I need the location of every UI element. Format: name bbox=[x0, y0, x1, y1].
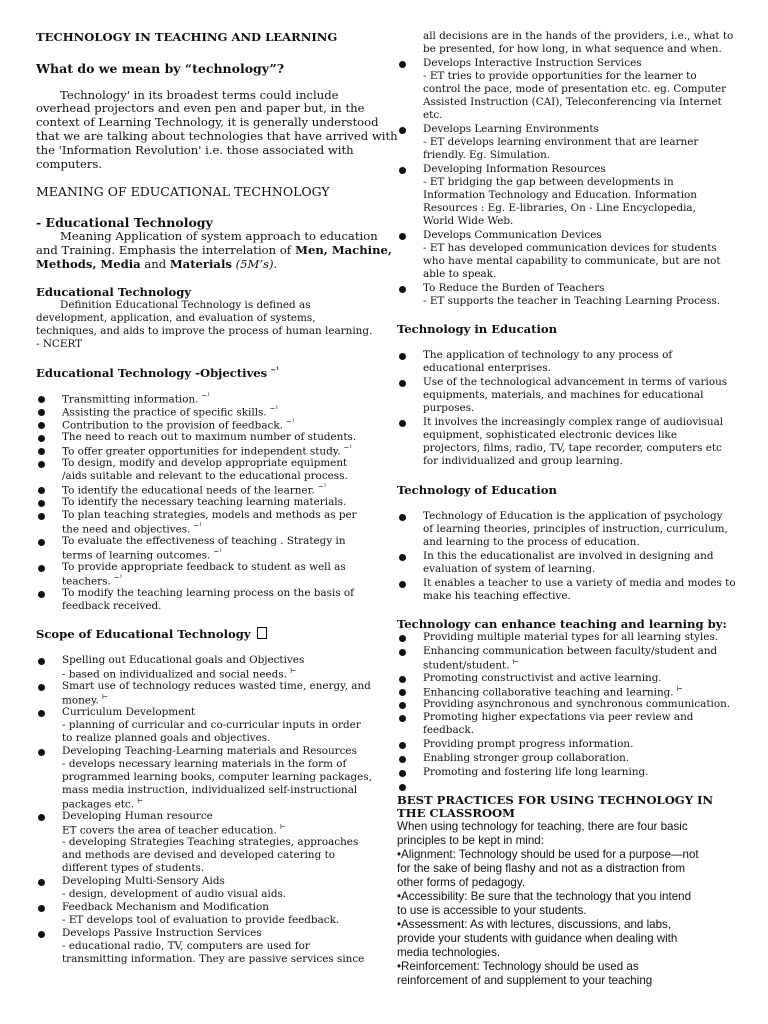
right-text-line: media technologies. bbox=[397, 946, 501, 959]
bullet-dot-icon bbox=[399, 689, 406, 696]
bullet-dot-icon bbox=[399, 649, 406, 656]
bullet-dot-icon bbox=[399, 756, 406, 763]
left-text-line: packages etc. ⊢ bbox=[62, 797, 144, 811]
right-text-line: •Accessibility: Be sure that the technology that you intend bbox=[397, 890, 692, 903]
right-text-line: etc. bbox=[423, 109, 443, 121]
bullet-dot-icon bbox=[38, 435, 45, 442]
left-text-line: The need to reach out to maximum number of students. bbox=[62, 431, 357, 443]
footnote-mark: ~¹ bbox=[193, 522, 203, 530]
right-text-line: educational enterprises. bbox=[423, 362, 551, 374]
left-text-line: Transmitting information. $^{\sim^1}$ bbox=[62, 392, 211, 406]
right-text-line: and learning to the process of education. bbox=[423, 536, 640, 548]
right-text-line: Providing asynchronous and synchronous communication. bbox=[423, 698, 731, 710]
right-text-line: of learning theories, principles of instruction, curriculum, bbox=[423, 523, 728, 535]
footnote-mark: ~¹ bbox=[343, 444, 353, 452]
left-text-line: Contribution to the provision of feedback. $^{\sim^1}$ bbox=[62, 418, 295, 432]
bullet-dot-icon bbox=[38, 591, 45, 598]
right-text-line: Promoting higher expectations via peer review and bbox=[423, 711, 694, 723]
footnote-mark: ⊢ bbox=[137, 797, 144, 805]
right-text-line: be presented, for how long, in what sequence and when. bbox=[423, 43, 722, 55]
bullet-dot-icon bbox=[399, 127, 406, 134]
right-text-line: Develops Interactive Instruction Services bbox=[423, 57, 642, 69]
right-text-line: World Wide Web. bbox=[423, 215, 514, 227]
right-text-line: Technology in Education bbox=[397, 322, 558, 336]
left-text-line: - ET develops tool of evaluation to provide feedback. bbox=[62, 914, 340, 926]
bullet-dot-icon bbox=[399, 353, 406, 360]
bullet-dot-icon bbox=[399, 770, 406, 777]
left-text-line: Technology' in its broadest terms could include bbox=[60, 88, 339, 102]
left-text-line: the need and objectives. $^{\sim^1}$ bbox=[62, 522, 203, 536]
left-text-line: - developing Strategies Teaching strategies, approaches bbox=[62, 836, 359, 848]
left-text-line: /aids suitable and relevant to the educational process. bbox=[62, 470, 348, 482]
right-text-line: equipment, sophisticated electronic devices like bbox=[423, 429, 677, 441]
right-text-line: Technology of Education bbox=[397, 483, 557, 497]
bullet-dot-icon bbox=[399, 784, 406, 791]
left-text-line: and methods are devised and developed catering to bbox=[62, 849, 335, 861]
right-text-line: Developing Information Resources bbox=[423, 163, 606, 175]
bullet-dot-icon bbox=[399, 167, 406, 174]
left-text-line: Definition Educational Technology is defined as bbox=[60, 299, 311, 311]
right-text-line: •Reinforcement: Technology should be used as bbox=[397, 960, 639, 973]
left-text-line: - educational radio, TV, computers are used for bbox=[62, 940, 310, 952]
right-text-line: Enabling stronger group collaboration. bbox=[423, 752, 630, 764]
left-text-line: - based on individualized and social needs. ⊢ bbox=[62, 667, 296, 681]
bullet-dot-icon bbox=[399, 742, 406, 749]
right-text-line: - ET has developed communication devices for students bbox=[423, 242, 717, 254]
left-text-line: To plan teaching strategies, models and methods as per bbox=[62, 509, 357, 521]
bullet-dot-icon bbox=[399, 676, 406, 683]
left-text-line: Develops Passive Instruction Services bbox=[62, 927, 262, 939]
left-text-line: To identify the necessary teaching learning materials. bbox=[62, 496, 347, 508]
left-text-line: - develops necessary learning materials in the form of bbox=[62, 758, 347, 770]
left-text-line: that we are talking about technologies that have arrived with bbox=[36, 129, 398, 143]
bullet-dot-icon bbox=[38, 879, 45, 886]
bullet-dot-icon bbox=[38, 710, 45, 717]
right-text-line: - ET develops learning environment that are learner bbox=[423, 136, 699, 148]
right-text-line: Technology can enhance teaching and learning by: bbox=[397, 617, 727, 631]
bullet-dot-icon bbox=[38, 487, 45, 494]
left-text-line: To modify the teaching learning process on the basis of bbox=[62, 587, 355, 599]
right-text-line: who have mental capability to communicate, but are not bbox=[423, 255, 721, 267]
left-text-line: teachers. $^{\sim^1}$ bbox=[62, 574, 123, 588]
footnote-mark: ~¹ bbox=[201, 392, 211, 400]
right-text-line: - ET bridging the gap between developments in bbox=[423, 176, 674, 188]
left-text-line: techniques, and aids to improve the process of human learning. bbox=[36, 325, 373, 337]
right-text-line: projectors, films, radio, TV, tape recorder, computers etc bbox=[423, 442, 722, 454]
bullet-dot-icon bbox=[38, 749, 45, 756]
left-text-line: MEANING OF EDUCATIONAL TECHNOLOGY bbox=[36, 184, 330, 199]
right-text-line: Resources : Eg. E-libraries, On - Line Encyclopedia, bbox=[423, 202, 696, 214]
right-text-line: When using technology for teaching, there are four basic bbox=[397, 820, 688, 833]
left-text-line: Developing Human resource bbox=[62, 810, 213, 822]
footnote-mark: ~¹ bbox=[270, 365, 280, 374]
right-text-line: Develops Communication Devices bbox=[423, 229, 602, 241]
right-text-line: evaluation of system of learning. bbox=[423, 563, 596, 575]
footnote-mark: ~¹ bbox=[113, 574, 123, 582]
right-text-line: Providing multiple material types for all learning styles. bbox=[423, 631, 719, 643]
left-text-line: What do we mean by “technology”? bbox=[36, 61, 285, 76]
right-text-line: feedback. bbox=[423, 724, 475, 736]
bullet-dot-icon bbox=[399, 286, 406, 293]
right-text-line: Providing prompt progress information. bbox=[423, 738, 634, 750]
left-text-line: Developing Teaching-Learning materials and Resources bbox=[62, 745, 357, 757]
left-text-line: Feedback Mechanism and Modification bbox=[62, 901, 269, 913]
right-text-line: control the pace, mode of presentation etc. eg. Computer bbox=[423, 83, 727, 95]
left-text-line: Assisting the practice of specific skills. $^{\sim^1}$ bbox=[62, 405, 279, 419]
left-text-line: transmitting information. They are passive services since bbox=[62, 953, 365, 965]
left-text-line: programmed learning books, computer learning packages, bbox=[62, 771, 372, 783]
right-text-line: Information Technology and Education. Information bbox=[423, 189, 697, 201]
right-text-line: Promoting and fostering life long learning. bbox=[423, 766, 649, 778]
left-text-line: Curriculum Development bbox=[62, 706, 196, 718]
right-text-line: To Reduce the Burden of Teachers bbox=[423, 282, 605, 294]
left-text-line: different types of students. bbox=[62, 862, 205, 874]
right-text-line: Technology of Education is the application of psychology bbox=[423, 510, 723, 522]
right-text-line: Promoting constructivist and active learning. bbox=[423, 672, 662, 684]
footnote-mark: ⊢ bbox=[676, 685, 683, 693]
left-text-line: To provide appropriate feedback to student as well as bbox=[62, 561, 346, 573]
bullet-dot-icon bbox=[38, 500, 45, 507]
right-text-line: BEST PRACTICES FOR USING TECHNOLOGY IN bbox=[397, 793, 714, 807]
bullet-dot-icon bbox=[399, 635, 406, 642]
bullet-dot-icon bbox=[38, 931, 45, 938]
left-text-line: Methods, Media and Materials (5M’s). bbox=[36, 257, 278, 271]
right-text-line: •Assessment: As with lectures, discussions, and labs, bbox=[397, 918, 672, 931]
right-text-line: The application of technology to any process of bbox=[423, 349, 673, 361]
right-text-line: •Alignment: Technology should be used for a purpose—not bbox=[397, 848, 699, 861]
footnote-mark: ⊢ bbox=[101, 693, 108, 701]
left-text-line: To offer greater opportunities for independent study. $^{\sim^1}$ bbox=[62, 444, 353, 458]
left-text-line: - Educational Technology bbox=[36, 215, 213, 230]
right-text-line: - ET supports the teacher in Teaching Learning Process. bbox=[423, 295, 721, 307]
bullet-dot-icon bbox=[38, 539, 45, 546]
bullet-dot-icon bbox=[38, 658, 45, 665]
left-text-line: ET covers the area of teacher education. ⊢ bbox=[62, 823, 286, 837]
right-text-line: - ET tries to provide opportunities for the learner to bbox=[423, 70, 697, 82]
bullet-dot-icon bbox=[38, 905, 45, 912]
right-text-line: provide your students with guidance when dealing with bbox=[397, 932, 678, 945]
right-text-line: THE CLASSROOM bbox=[397, 806, 515, 820]
left-text-line: To design, modify and develop appropriate equipment bbox=[62, 457, 348, 469]
footnote-mark: ~¹ bbox=[213, 548, 222, 556]
right-text-line: It involves the increasingly complex range of audiovisual bbox=[423, 416, 724, 428]
left-text-line: Educational Technology -Objectives $^{\sim^1}$ bbox=[36, 365, 280, 380]
box-glyph-icon bbox=[257, 627, 267, 639]
left-text-line: the 'Information Revolution' i.e. those associated with bbox=[36, 143, 354, 157]
left-text-line: To identify the educational needs of the learner. $^{\sim^1}$ bbox=[62, 483, 327, 497]
left-text-line: context of Learning Technology, it is generally understood bbox=[36, 115, 379, 129]
right-text-line: purposes. bbox=[423, 402, 475, 414]
bullet-dot-icon bbox=[38, 422, 45, 429]
left-text-line: Educational Technology bbox=[36, 285, 192, 299]
right-text-line: for individualized and group learning. bbox=[423, 455, 623, 467]
footnote-mark: ⊢ bbox=[512, 658, 519, 666]
bullet-dot-icon bbox=[399, 233, 406, 240]
footnote-mark: ~¹ bbox=[285, 418, 295, 426]
right-text-line: Use of the technological advancement in terms of various bbox=[423, 376, 728, 388]
right-text-line: make his teaching effective. bbox=[423, 590, 571, 602]
bullet-dot-icon bbox=[38, 461, 45, 468]
left-text-line: - NCERT bbox=[36, 338, 83, 350]
left-text-line: feedback received. bbox=[62, 600, 162, 612]
right-text-line: Enhancing communication between faculty/student and bbox=[423, 645, 718, 657]
right-text-line: It enables a teacher to use a variety of media and modes to bbox=[423, 577, 736, 589]
bullet-dot-icon bbox=[38, 684, 45, 691]
footnote-mark: ⊢ bbox=[289, 667, 296, 675]
bullet-dot-icon bbox=[38, 565, 45, 572]
footnote-mark: ~¹ bbox=[269, 405, 279, 413]
bullet-dot-icon bbox=[38, 448, 45, 455]
bullet-dot-icon bbox=[399, 514, 406, 521]
footnote-mark: ⊢ bbox=[279, 823, 286, 831]
left-text-line: mass media instruction, individualized self-instructional bbox=[62, 784, 358, 796]
left-text-line: Meaning Application of system approach to education bbox=[60, 229, 378, 243]
left-text-line: computers. bbox=[36, 157, 103, 171]
left-text-line: - design, development of audio visual aids. bbox=[62, 888, 287, 900]
left-text-line: to realize planned goals and objectives. bbox=[62, 732, 271, 744]
bullet-dot-icon bbox=[399, 581, 406, 588]
left-text-line: money. ⊢ bbox=[62, 693, 108, 707]
right-text-line: all decisions are in the hands of the providers, i.e., what to bbox=[423, 30, 734, 42]
right-text-line: Enhancing collaborative teaching and learning. ⊢ bbox=[423, 685, 683, 699]
bullet-dot-icon bbox=[38, 396, 45, 403]
bullet-dot-icon bbox=[38, 409, 45, 416]
right-text-line: student/student. ⊢ bbox=[423, 658, 519, 672]
bullet-dot-icon bbox=[399, 702, 406, 709]
right-text-line: other forms of pedagogy. bbox=[397, 876, 526, 889]
left-text-line: Spelling out Educational goals and Objectives bbox=[62, 654, 305, 666]
left-text-line: and Training. Emphasis the interrelation of Men, Machine, bbox=[36, 243, 392, 257]
right-text-line: friendly. Eg. Simulation. bbox=[423, 149, 551, 161]
left-text-line: Scope of Educational Technology bbox=[36, 627, 267, 641]
right-text-line: equipments, materials, and machines for educational bbox=[423, 389, 704, 401]
left-text-line: TECHNOLOGY IN TEACHING AND LEARNING bbox=[36, 30, 338, 44]
left-text-line: development, application, and evaluation of systems, bbox=[36, 312, 316, 324]
right-text-line: reinforcement of and supplement to your teaching bbox=[397, 974, 653, 987]
bullet-dot-icon bbox=[399, 61, 406, 68]
right-text-line: to use is accessible to your students. bbox=[397, 904, 587, 917]
right-text-line: Assisted Instruction (CAI), Teleconferencing via Internet bbox=[423, 96, 722, 108]
left-text-line: - planning of curricular and co-curricular inputs in order bbox=[62, 719, 361, 731]
bullet-dot-icon bbox=[399, 715, 406, 722]
bullet-dot-icon bbox=[399, 420, 406, 427]
left-text-line: Developing Multi-Sensory Aids bbox=[62, 875, 225, 887]
left-text-line: Smart use of technology reduces wasted time, energy, and bbox=[62, 680, 371, 692]
footnote-mark: ~¹ bbox=[317, 483, 327, 491]
left-text-line: overhead projectors and even pen and paper but, in the bbox=[36, 101, 365, 115]
left-text-line: terms of learning outcomes. $^{\sim^1}$ bbox=[62, 548, 222, 562]
bullet-dot-icon bbox=[38, 513, 45, 520]
right-text-line: principles to be kept in mind: bbox=[397, 834, 544, 847]
bullet-dot-icon bbox=[399, 554, 406, 561]
bullet-dot-icon bbox=[38, 814, 45, 821]
right-text-line: Develops Learning Environments bbox=[423, 123, 599, 135]
right-text-line: In this the educationalist are involved in designing and bbox=[423, 550, 714, 562]
right-text-line: for the sake of being flashy and not as a distraction from bbox=[397, 862, 686, 875]
left-text-line: To evaluate the effectiveness of teaching . Strategy in bbox=[62, 535, 346, 547]
right-text-line: able to speak. bbox=[423, 268, 497, 280]
bullet-dot-icon bbox=[399, 380, 406, 387]
